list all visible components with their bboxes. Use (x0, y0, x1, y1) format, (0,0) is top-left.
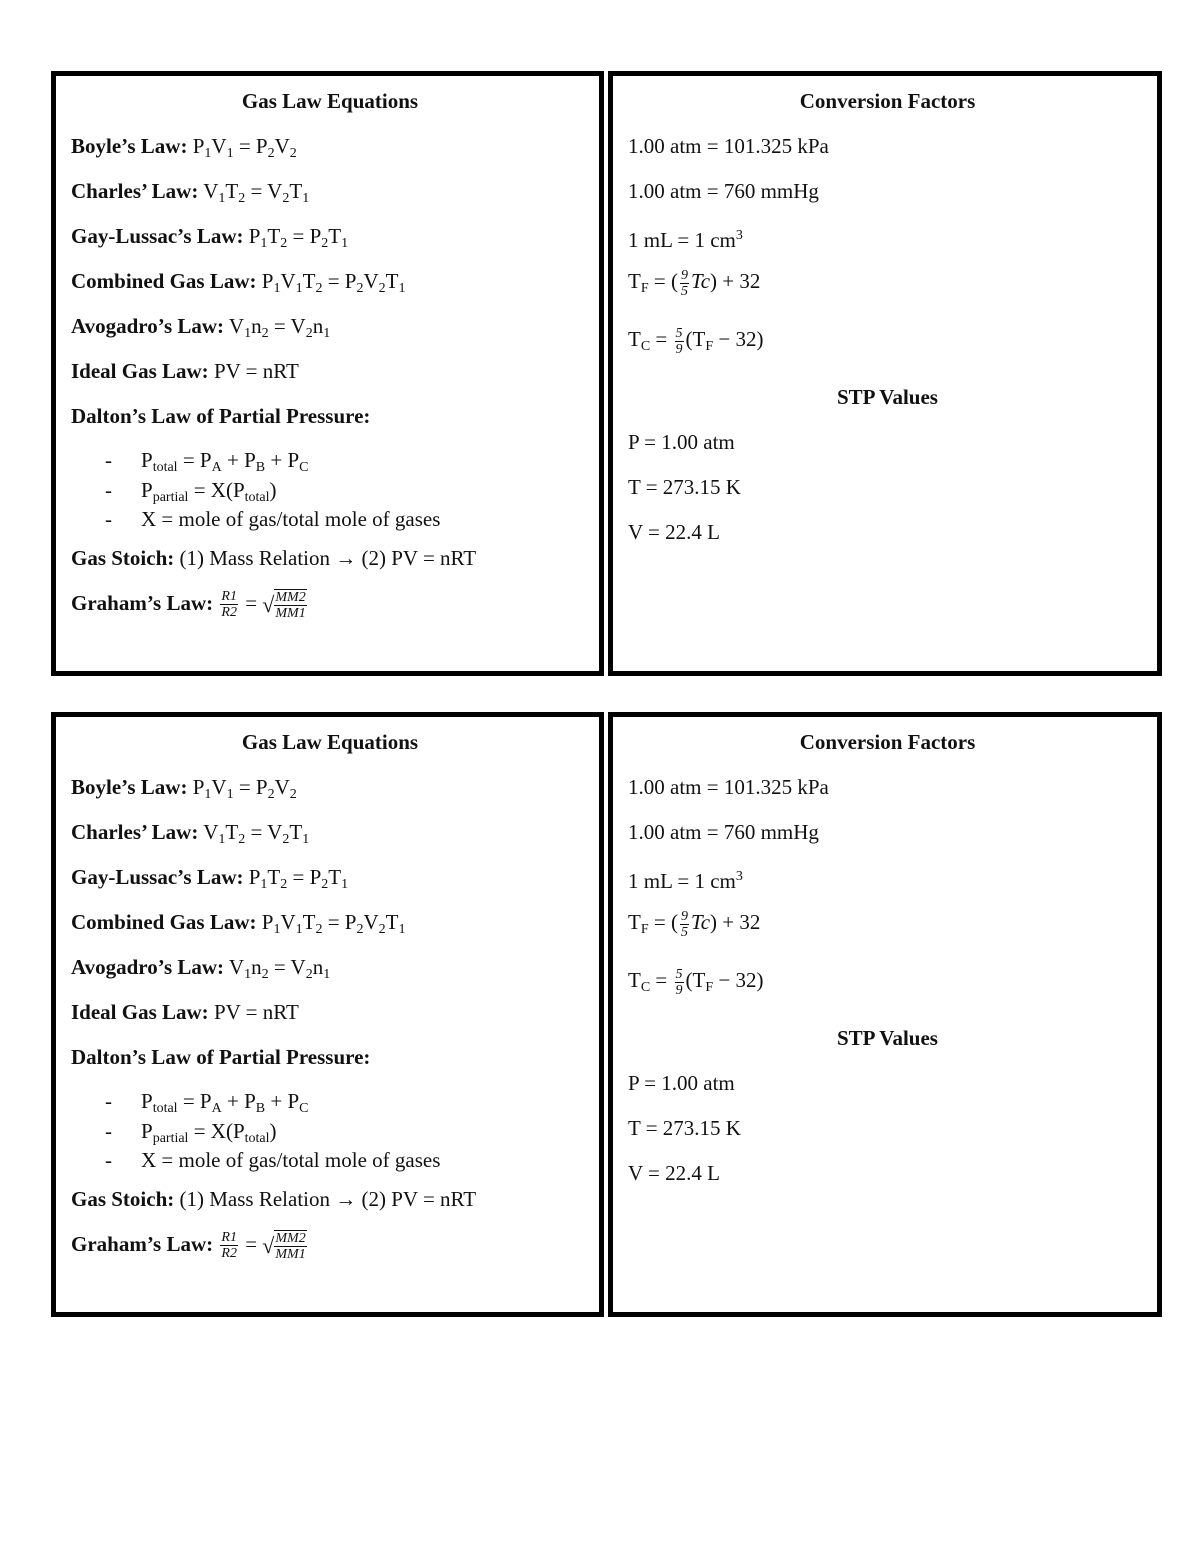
dalton-partial: - $P_{partial} = X(P_{total})$ (105, 1118, 277, 1146)
atm-mmhg: 1.00 atm = 760 mmHg (628, 820, 819, 844)
stp-title: STP Values (837, 385, 938, 409)
gas-stoich: Gas Stoich: (1) Mass Relation → (2) PV = nRT (71, 545, 477, 570)
dalton-total: - $P_{total} = P_A + P_B + P_C$ (105, 1089, 309, 1116)
card-title: Gas Law Equations (241, 89, 419, 113)
daltons-law: Dalton’s Law of Partial Pressure: (71, 1045, 371, 1069)
gas-law-card-bottom (51, 712, 604, 1317)
fahrenheit-formula: $T_F$ = ( $\frac{9}{5}$ Tc) + 32 (628, 267, 761, 299)
combined-gas-law: Combined Gas Law: $P_1V_1T_2 = P_2V_2T_1$ (71, 910, 406, 937)
charles-law: Charles’ Law: $V_1T_2 = V_2T_1$ (71, 820, 310, 847)
dalton-partial: - $P_{partial} = X(P_{total})$ (105, 477, 277, 505)
gas-stoich: Gas Stoich: (1) Mass Relation → (2) PV = nRT (71, 1186, 477, 1211)
daltons-law: Dalton’s Law of Partial Pressure: (71, 404, 371, 428)
grahams-law: Graham’s Law: $\frac{R1}{R2}$ = √ $\frac{MM2}{MM1}$ (71, 589, 306, 622)
stp-volume: V = 22.4 L (628, 520, 720, 544)
atm-kpa: 1.00 atm = 101.325 kPa (628, 775, 829, 799)
card-title: Conversion Factors (799, 730, 976, 754)
card-title: Gas Law Equations (241, 730, 419, 754)
stp-pressure: P = 1.00 atm (628, 1071, 735, 1095)
conversion-card-bottom (608, 712, 1162, 1317)
stp-temperature: T = 273.15 K (628, 475, 741, 499)
atm-mmhg: 1.00 atm = 760 mmHg (628, 179, 819, 203)
gay-lussacs-law: Gay-Lussac’s Law: $P_1T_2 = P_2T_1$ (71, 224, 349, 251)
card-title: Conversion Factors (799, 89, 976, 113)
stp-pressure: P = 1.00 atm (628, 430, 735, 454)
charles-law: Charles’ Law: $V_1T_2 = V_2T_1$ (71, 179, 310, 206)
ml-cm3: 1 mL = 1 $cm^3$ (628, 228, 743, 252)
ideal-gas-law: Ideal Gas Law: PV = nRT (71, 1000, 299, 1024)
ideal-gas-law: Ideal Gas Law: PV = nRT (71, 359, 299, 383)
dalton-mole-fraction: - X = mole of gas/total mole of gases (105, 1148, 441, 1172)
avogadros-law: Avogadro’s Law: $V_1n_2 = V_2n_1$ (71, 955, 331, 982)
dalton-total: - $P_{total} = P_A + P_B + P_C$ (105, 448, 309, 475)
avogadros-law: Avogadro’s Law: $V_1n_2 = V_2n_1$ (71, 314, 331, 341)
atm-kpa: 1.00 atm = 101.325 kPa (628, 134, 829, 158)
grahams-law: Graham’s Law: $\frac{R1}{R2}$ = √ $\frac{MM2}{MM1}$ (71, 1230, 306, 1263)
stp-volume: V = 22.4 L (628, 1161, 720, 1185)
conversion-card-top (608, 71, 1162, 676)
stp-title: STP Values (837, 1026, 938, 1050)
gay-lussacs-law: Gay-Lussac’s Law: $P_1T_2 = P_2T_1$ (71, 865, 349, 892)
stp-temperature: T = 273.15 K (628, 1116, 741, 1140)
boyles-law: Boyle’s Law: $P_1V_1 = P_2V_2$ (71, 775, 297, 802)
celsius-formula: $T_C$ = $\frac{5}{9}$ $(T_F - 32)$ (628, 325, 764, 357)
boyles-law: Boyle’s Law: $P_1V_1 = P_2V_2$ (71, 134, 297, 161)
gas-law-card-top (51, 71, 604, 676)
combined-gas-law: Combined Gas Law: $P_1V_1T_2 = P_2V_2T_1$ (71, 269, 406, 296)
ml-cm3: 1 mL = 1 $cm^3$ (628, 869, 743, 893)
celsius-formula: $T_C$ = $\frac{5}{9}$ $(T_F - 32)$ (628, 966, 764, 998)
fahrenheit-formula: $T_F$ = ( $\frac{9}{5}$ Tc) + 32 (628, 908, 761, 940)
dalton-mole-fraction: - X = mole of gas/total mole of gases (105, 507, 441, 531)
